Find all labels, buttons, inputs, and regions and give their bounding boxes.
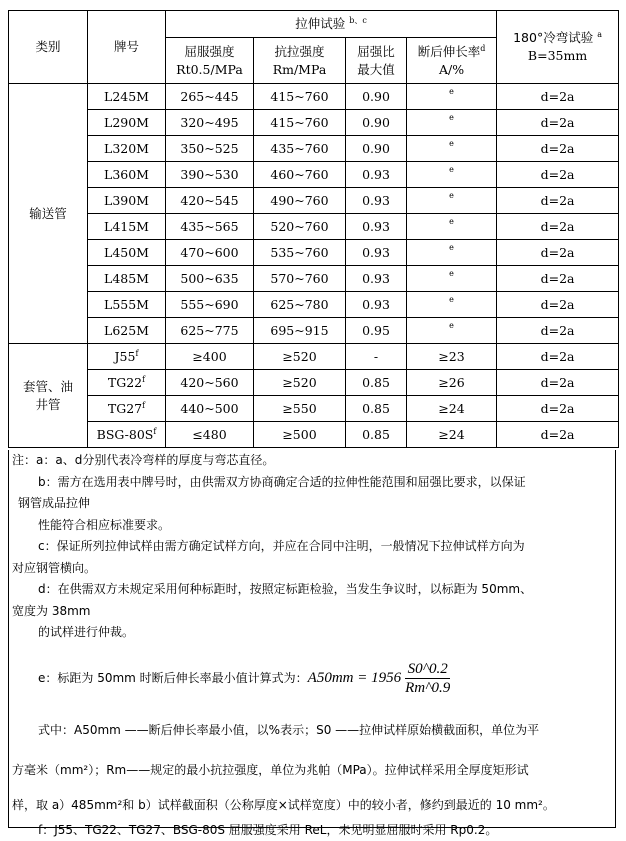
ratio-cell: 0.90: [346, 110, 407, 136]
elongation-cell: ≥23: [407, 344, 497, 370]
note-e-def: 式中：A50mm ——断后伸长率最小值，以%表示；S0 ——拉伸试样原始横截面积，单位为平: [12, 710, 612, 750]
ratio-cell: 0.93: [346, 292, 407, 318]
yield-cell: 420~545: [166, 188, 254, 214]
bend-cell: d=2a: [497, 370, 619, 396]
note-b: b：需方在选用表中牌号时，由供需双方协商确定合适的拉伸性能范围和屈强比要求，以保证: [12, 472, 612, 494]
table-row: [9, 240, 619, 266]
ratio-cell: 0.85: [346, 422, 407, 448]
grade-cell: L360M: [88, 162, 166, 188]
notes: [8, 450, 616, 828]
header-category: 类别: [9, 11, 88, 84]
properties-table: [8, 10, 619, 448]
tensile-cell: 625~780: [254, 292, 346, 318]
ratio-cell: 0.90: [346, 136, 407, 162]
grade-cell: TG22$^f$: [88, 370, 166, 396]
bend-cell: d=2a: [497, 422, 619, 448]
note-e-def3: 样，取 a）485mm²和 b）试样截面积（公称厚度×试样宽度）中的较小者，修约到最近的 10 mm²。: [12, 790, 612, 820]
yield-cell: 625~775: [166, 318, 254, 344]
yield-cell: ≤480: [166, 422, 254, 448]
tensile-cell: 695~915: [254, 318, 346, 344]
yield-cell: 435~565: [166, 214, 254, 240]
tensile-cell: 415~760: [254, 110, 346, 136]
note-f: f：J55、TG22、TG27、BSG-80S 屈服强度采用 ReL，未见明显屈服时采用 Rp0.2。: [12, 820, 612, 841]
note-c: c：保证所列拉伸试样由需方确定试样方向，并应在合同中注明，一般情况下拉伸试样方向为: [12, 536, 612, 558]
table-row: [9, 422, 619, 448]
note-c-cont: 对应钢管横向。: [12, 558, 612, 580]
yield-cell: ≥400: [166, 344, 254, 370]
bend-cell: d=2a: [497, 214, 619, 240]
table-row: [9, 318, 619, 344]
elongation-cell: e: [407, 292, 497, 318]
ratio-cell: 0.93: [346, 240, 407, 266]
note-d-cont2: 的试样进行仲裁。: [12, 622, 612, 644]
elongation-cell: ≥24: [407, 396, 497, 422]
header-ratio: 屈强比 最大值: [346, 38, 407, 84]
bend-cell: d=2a: [497, 292, 619, 318]
tensile-cell: ≥500: [254, 422, 346, 448]
elongation-cell: e: [407, 110, 497, 136]
elongation-cell: ≥24: [407, 422, 497, 448]
table-row: [9, 396, 619, 422]
tensile-cell: 570~760: [254, 266, 346, 292]
ratio-cell: 0.93: [346, 162, 407, 188]
table-row: [9, 292, 619, 318]
elongation-cell: e: [407, 162, 497, 188]
tensile-cell: 415~760: [254, 84, 346, 110]
elongation-cell: e: [407, 188, 497, 214]
header-bend: 180°冷弯试验 $^a$ B=35mm: [497, 11, 619, 84]
grade-cell: BSG-$80S^f$: [88, 422, 166, 448]
note-d: d：在供需双方未规定采用何种标距时，按照定标距检验，当发生争议时，以标距为 50mm、: [12, 579, 612, 601]
header-tensile: 拉伸试验 $^{b、c}$: [166, 11, 497, 38]
formula: A50mm = 1956: [308, 670, 401, 686]
bend-cell: d=2a: [497, 396, 619, 422]
grade-cell: L625M: [88, 318, 166, 344]
bend-cell: d=2a: [497, 162, 619, 188]
tensile-cell: 435~760: [254, 136, 346, 162]
bend-cell: d=2a: [497, 110, 619, 136]
elongation-cell: e: [407, 266, 497, 292]
table-row: [9, 188, 619, 214]
yield-cell: 350~525: [166, 136, 254, 162]
ratio-cell: 0.93: [346, 214, 407, 240]
note-e: e：标距为 50mm 时断后伸长率最小值计算式为：A50mm = 1956 $\frac{S0\^{}0.2}{Rm\^{}0.9}$: [12, 658, 612, 698]
ratio-cell: 0.90: [346, 84, 407, 110]
grade-cell: TG27$^f$: [88, 396, 166, 422]
table-row: [9, 370, 619, 396]
ratio-cell: 0.93: [346, 266, 407, 292]
tensile-cell: ≥520: [254, 370, 346, 396]
elongation-cell: e: [407, 84, 497, 110]
table-row: [9, 84, 619, 110]
tensile-cell: 460~760: [254, 162, 346, 188]
table-row: [9, 136, 619, 162]
grade-cell: L485M: [88, 266, 166, 292]
bend-cell: d=2a: [497, 188, 619, 214]
tensile-cell: 490~760: [254, 188, 346, 214]
bend-cell: d=2a: [497, 136, 619, 162]
grade-cell: L555M: [88, 292, 166, 318]
note-b-cont: 钢管成品拉伸: [12, 493, 612, 515]
table-row: [9, 266, 619, 292]
grade-cell: L320M: [88, 136, 166, 162]
header-grade: 牌号: [88, 11, 166, 84]
table-row: [9, 214, 619, 240]
grade-cell: L390M: [88, 188, 166, 214]
yield-cell: 390~530: [166, 162, 254, 188]
grade-cell: L415M: [88, 214, 166, 240]
yield-cell: 555~690: [166, 292, 254, 318]
grade-cell: L290M: [88, 110, 166, 136]
elongation-cell: e: [407, 136, 497, 162]
ratio-cell: 0.93: [346, 188, 407, 214]
ratio-cell: 0.95: [346, 318, 407, 344]
bend-cell: d=2a: [497, 84, 619, 110]
bend-cell: d=2a: [497, 344, 619, 370]
yield-cell: 265~445: [166, 84, 254, 110]
header-yield: 屈服强度 Rt0.5/MPa: [166, 38, 254, 84]
note-b-cont2: 性能符合相应标准要求。: [12, 515, 612, 537]
table-row: [9, 162, 619, 188]
table-row: [9, 110, 619, 136]
yield-cell: 420~560: [166, 370, 254, 396]
elongation-cell: e: [407, 240, 497, 266]
yield-cell: 320~495: [166, 110, 254, 136]
yield-cell: 500~635: [166, 266, 254, 292]
tensile-cell: 535~760: [254, 240, 346, 266]
ratio-cell: -: [346, 344, 407, 370]
header-tensile-strength: 抗拉强度 Rm/MPa: [254, 38, 346, 84]
note-d-cont: 宽度为 38mm: [12, 601, 612, 623]
grade-cell: L245M: [88, 84, 166, 110]
category-cell: 输送管: [9, 84, 88, 344]
yield-cell: 470~600: [166, 240, 254, 266]
bend-cell: d=2a: [497, 240, 619, 266]
tensile-cell: ≥520: [254, 344, 346, 370]
bend-cell: d=2a: [497, 266, 619, 292]
note-a: 注：a：a、d分别代表冷弯样的厚度与弯芯直径。: [12, 450, 612, 472]
elongation-cell: e: [407, 318, 497, 344]
category-cell: 套管、油井管: [9, 344, 88, 448]
bend-cell: d=2a: [497, 318, 619, 344]
formula-fraction: $\frac{S0\^{}0.2}{Rm\^{}0.9}$: [405, 660, 450, 697]
header-elongation: 断后伸长率$^d$ A/%: [407, 38, 497, 84]
grade-cell: L450M: [88, 240, 166, 266]
elongation-cell: ≥26: [407, 370, 497, 396]
note-e-def2: 方毫米（mm²）；Rm——规定的最小抗拉强度，单位为兆帕（MPa）。拉伸试样采用全厚度矩形试: [12, 750, 612, 790]
ratio-cell: 0.85: [346, 396, 407, 422]
elongation-cell: e: [407, 214, 497, 240]
yield-cell: 440~500: [166, 396, 254, 422]
tensile-cell: ≥550: [254, 396, 346, 422]
ratio-cell: 0.85: [346, 370, 407, 396]
grade-cell: J55$^f$: [88, 344, 166, 370]
table-row: [9, 344, 619, 370]
tensile-cell: 520~760: [254, 214, 346, 240]
